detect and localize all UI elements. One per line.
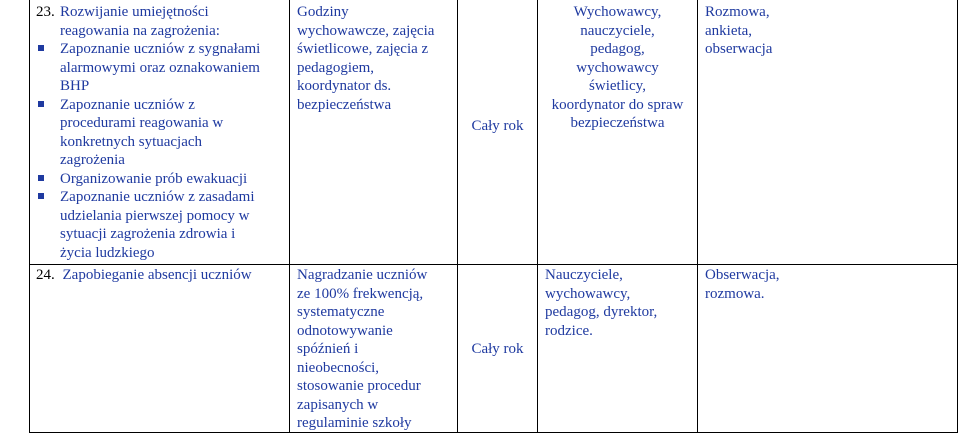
row-number-23: 23. [36,4,55,20]
square-bullet-icon [38,45,44,51]
responsible-cell-24: Nauczyciele, wychowawcy, pedagog, dyrektor, rodzice. [545,267,658,339]
methods-cell-23: Godziny wychowawcze, zajęcia świetlicowe, zajęcia z pedagogiem, koordynator ds. bezpieczeństwa [297,4,435,113]
bullet-item: Organizowanie prób ewakuacji [36,170,288,189]
column-divider-1 [289,0,290,433]
square-bullet-icon [38,193,44,199]
bullet-item: Zapoznanie uczniów z sygnałami alarmowymi oraz oznakowaniem BHP [36,40,288,96]
task-cell-24 [36,266,288,285]
evaluation-cell-24: Obserwacja, rozmowa. [705,267,780,302]
square-bullet-icon [38,175,44,181]
methods-cell-24: Nagradzanie uczniów ze 100% frekwencją, systematyczne odnotowywanie spóźnień i nieobecności, stosowanie procedur zapisanych w regulaminie szkoły [297,267,428,431]
term-cell-24: Cały rok [471,341,524,357]
square-bullet-icon [38,101,44,107]
bullet-item: Zapoznanie uczniów z zasadami udzielania pierwszej pomocy w sytuacji zagrożenia zdrowia i życia ludzkiego [36,188,288,262]
evaluation-cell-23: Rozmowa, ankieta, obserwacja [705,4,773,57]
task-title-24: Zapobieganie absencji uczniów [62,267,252,283]
row-divider [29,264,958,265]
row-number-24: 24. [36,267,55,283]
task-bullet-list-23 [36,40,288,262]
table-border-left [29,0,30,433]
table-border-right [957,0,958,433]
responsible-cell-23: Wychowawcy, nauczyciele, pedagog, wychowawcy świetlicy, koordynator do spraw bezpieczeństwa [551,4,684,131]
column-divider-4 [697,0,698,433]
bullet-item: Zapoznanie uczniów z procedurami reagowania w konkretnych sytuacjach zagrożenia [36,96,288,170]
term-cell-23: Cały rok [471,118,524,134]
task-cell-23 [36,3,288,262]
task-title-23: Rozwijanie umiejętności reagowania na zagrożenia: [60,4,220,39]
column-divider-2 [457,0,458,433]
